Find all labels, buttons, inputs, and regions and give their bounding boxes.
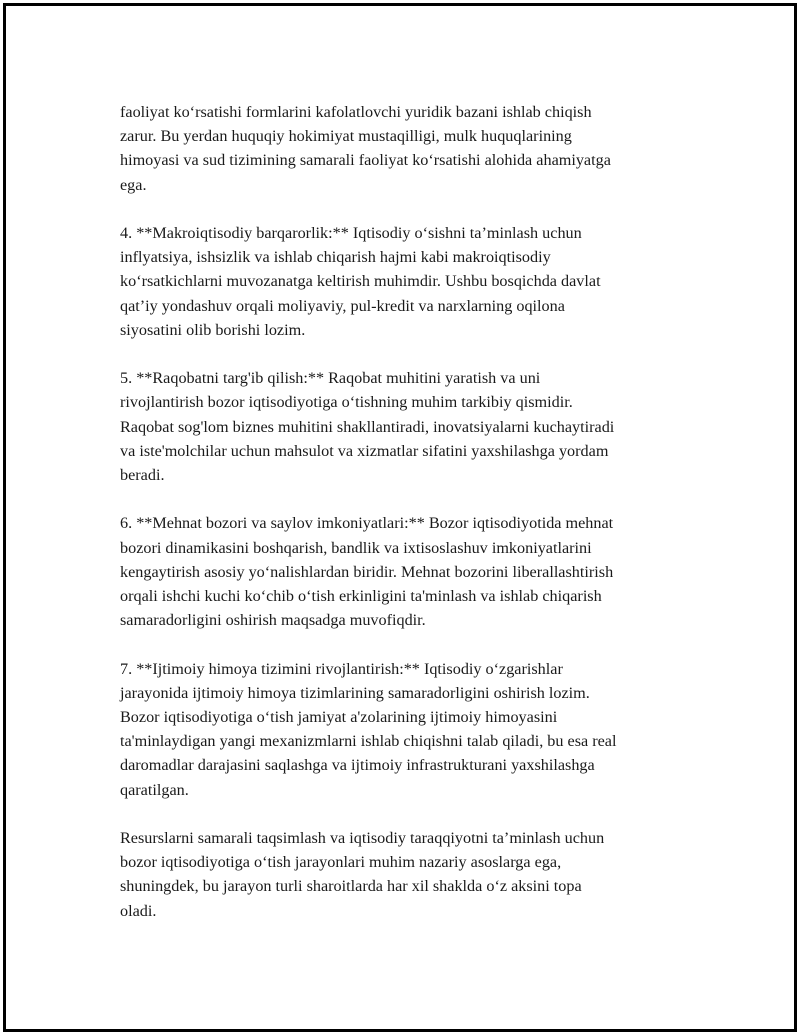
- paragraph-conclusion: Resurslarni samarali taqsimlash va iqtisodiy taraqqiyotni ta’minlash uchun bozor iqtisodiyotiga o‘tish jarayonlari muhim nazariy asoslarga ega, shuningdek, bu jarayon turli sharoitlarda har xil shaklda o‘z aksini topa oladi.: [120, 829, 605, 920]
- paragraph-legal-framework: faoliyat ko‘rsatishi formlarini kafolatlovchi yuridik bazani ishlab chiqish zarur. Bu yerdan huquqiy hokimiyat mustaqilligi, mulk huquqlarining himoyasi va sud tizimining samarali faoliyat ko‘rsatishi alohida ahamiyatga ega.: [120, 103, 611, 194]
- document-body: [120, 100, 700, 923]
- page-frame: [3, 3, 797, 1032]
- paragraph-social-protection: 7. **Ijtimoiy himoya tizimini rivojlantirish:** Iqtisodiy o‘zgarishlar jarayonida ijtimoiy himoya tizimlarining samaradorligini oshirish lozim. Bozor iqtisodiyotiga o‘tish jamiyat a'zolarining ijtimoiy himoyasini ta'minlaydigan yangi mexanizmlarni ishlab chiqishni talab qiladi, bu esa real daromadlar darajasini saqlashga va ijtimoiy infrastrukturani yaxshilashga qaratilgan.: [120, 659, 617, 799]
- paragraph-labor-market: 6. **Mehnat bozori va saylov imkoniyatlari:** Bozor iqtisodiyotida mehnat bozori dinamikasini boshqarish, bandlik va ixtisoslashuv imkoniyatlarini kengaytirish asosiy yo‘nalishlardan biridir. Mehnat bozorini liberallashtirish orqali ishchi kuchi ko‘chib o‘tish erkinligini ta'minlash va ishlab chiqarish samaradorligini oshirish maqsadga muvofiqdir.: [120, 514, 614, 630]
- paragraph-competition: 5. **Raqobatni targ'ib qilish:** Raqobat muhitini yaratish va uni rivojlantirish bozor iqtisodiyotiga o‘tishning muhim tarkibiy qismidir. Raqobat sog'lom biznes muhitini shakllantiradi, inovatsiyalarni kuchaytiradi va iste'molchilar uchun mahsulot va xizmatlar sifatini yaxshilashga yordam beradi.: [120, 369, 615, 485]
- paragraph-macroeconomic-stability: 4. **Makroiqtisodiy barqarorlik:** Iqtisodiy o‘sishni ta’minlash uchun inflyatsiya, ishsizlik va ishlab chiqarish hajmi kabi makroiqtisodiy ko‘rsatkichlarni muvozanatga keltirish muhimdir. Ushbu bosqichda davlat qat’iy yondashuv orqali moliyaviy, pul-kredit va narxlarning oqilona siyosatini olib borishi lozim.: [120, 224, 601, 339]
